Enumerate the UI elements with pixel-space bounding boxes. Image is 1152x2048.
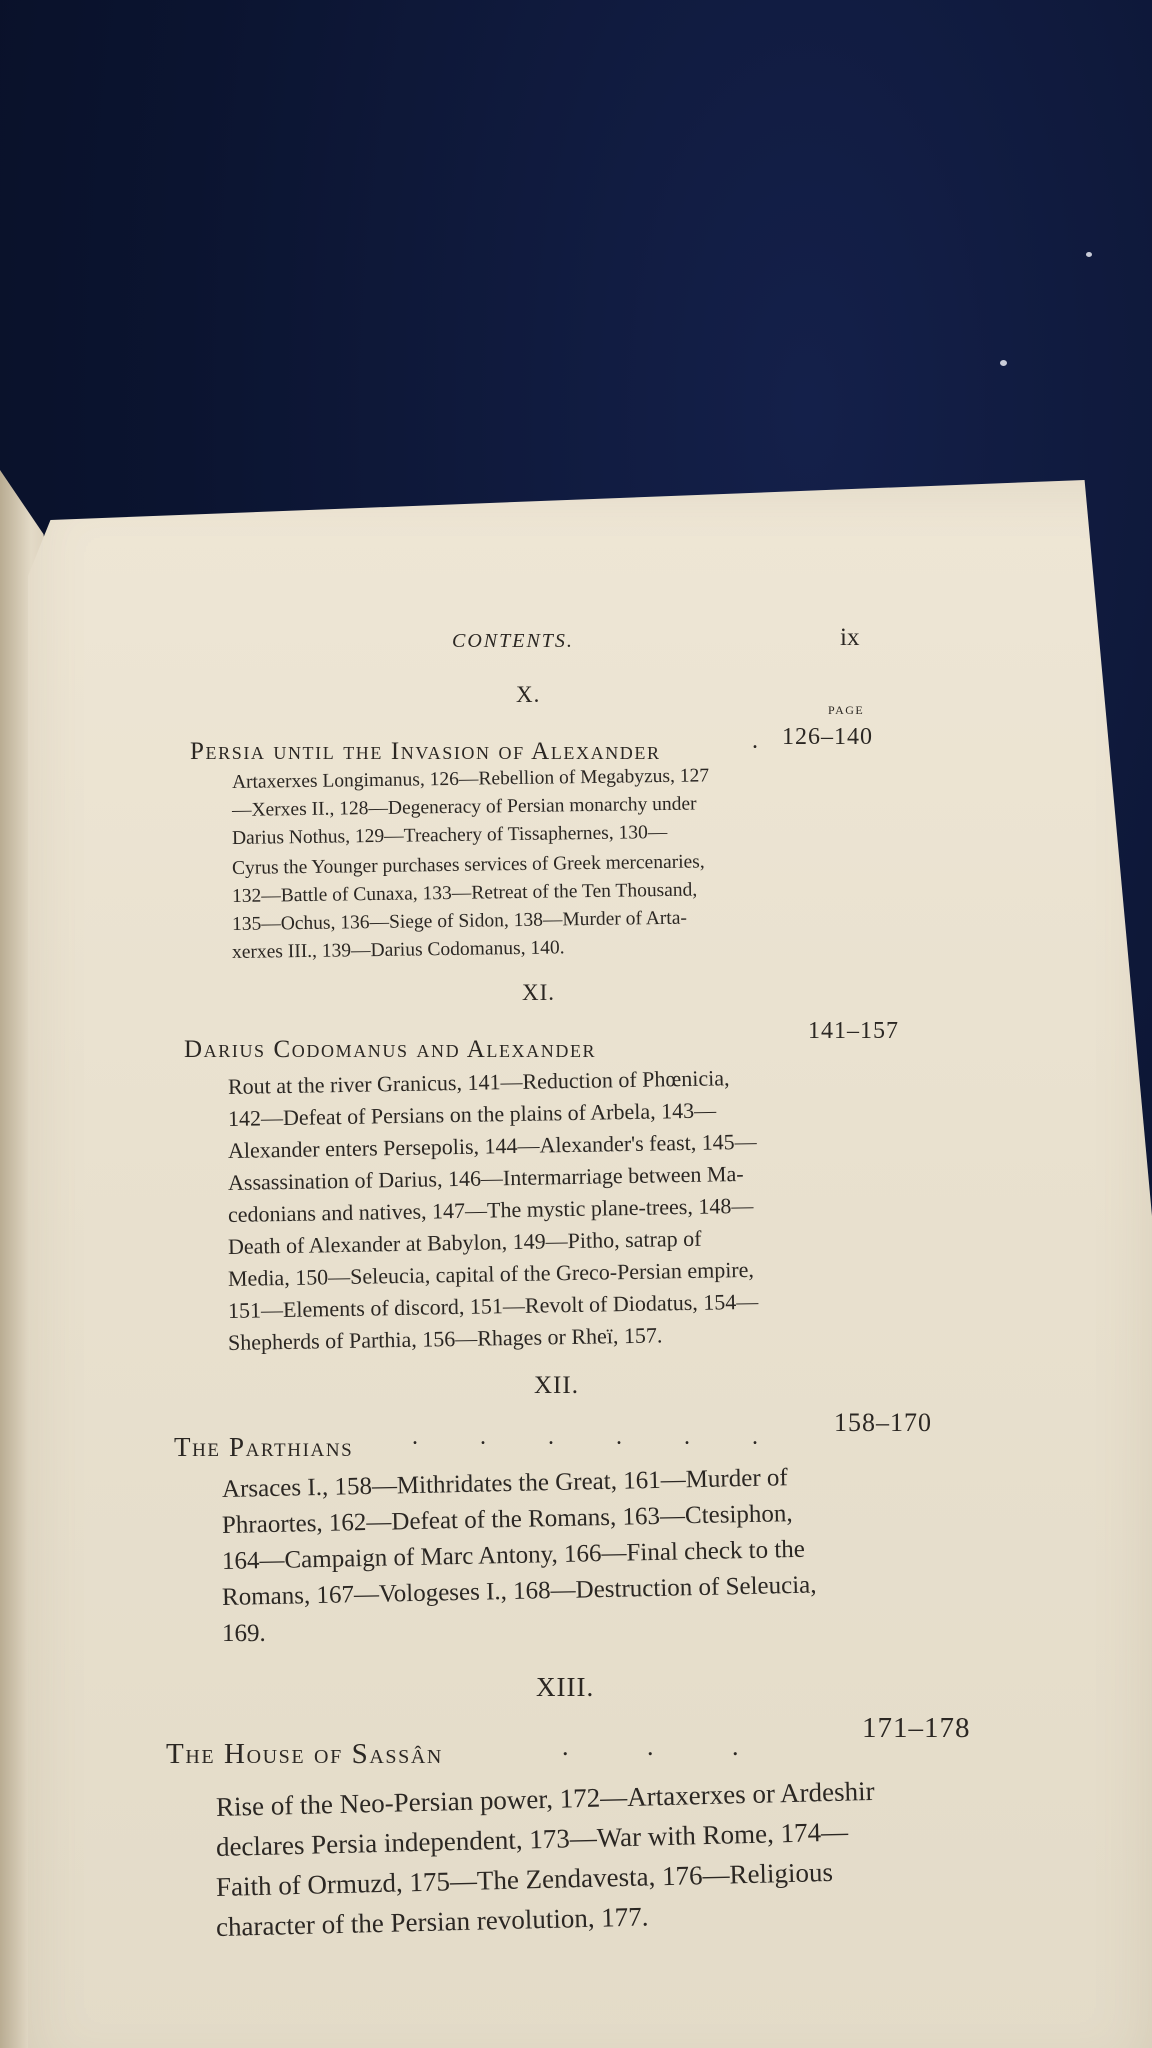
summary-line: declares Persia independent, 173—War with Rome, 174— <box>215 1816 849 1862</box>
running-title: CONTENTS. <box>452 630 574 652</box>
summary-line: Shepherds of Parthia, 156—Rhages or Rheï, 157. <box>227 1322 663 1355</box>
chapter-title: The Parthians <box>174 1432 354 1462</box>
chapter-leader: . . . . . . <box>412 1424 786 1450</box>
chapter-page-range: 126–140 <box>782 724 873 750</box>
page-column-label: PAGE <box>828 703 865 717</box>
chapter-numeral: XIII. <box>536 1672 595 1702</box>
summary-line: 135—Ochus, 136—Siege of Sidon, 138—Murder of Arta- <box>231 907 688 935</box>
summary-line: cedonians and natives, 147—The mystic plane-trees, 148— <box>227 1192 754 1227</box>
summary-line: Death of Alexander at Babylon, 149—Pitho, satrap of <box>227 1225 702 1259</box>
summary-line: Phraortes, 162—Defeat of the Romans, 163—Ctesiphon, <box>221 1500 793 1539</box>
summary-line: Arsaces I., 158—Mithridates the Great, 161—Murder of <box>221 1464 788 1503</box>
summary-line: 142—Defeat of Persians on the plains of Arbela, 143— <box>227 1097 717 1131</box>
chapter-title: Darius Codomanus and Alexander <box>184 1036 597 1063</box>
summary-line: 132—Battle of Cunaxa, 133—Retreat of the Ten Thousand, <box>231 879 698 907</box>
summary-line: Artaxerxes Longimanus, 126—Rebellion of Megabyzus, 127 <box>231 765 710 793</box>
summary-line: Media, 150—Seleucia, capital of the Greco-Persian empire, <box>227 1256 755 1291</box>
summary-line: Cyrus the Younger purchases services of Greek mercenaries, <box>231 851 705 879</box>
chapter-numeral: XII. <box>534 1372 579 1399</box>
summary-line: Romans, 167—Vologeses I., 168—Destruction of Seleucia, <box>221 1571 817 1611</box>
chapter-title: The House of Sassân <box>166 1738 443 1770</box>
summary-line: Rout at the river Granicus, 141—Reduction of Phœnicia, <box>227 1065 730 1099</box>
summary-line: 164—Campaign of Marc Antony, 166—Final check to the <box>221 1535 806 1575</box>
chapter-page-range: 158–170 <box>834 1408 932 1437</box>
chapter-page-range: 171–178 <box>862 1712 971 1744</box>
chapter-title: Persia until the Invasion of Alexander <box>190 738 661 765</box>
summary-line: Darius Nothus, 129—Treachery of Tissaphernes, 130— <box>231 821 668 849</box>
summary-line: —Xerxes II., 128—Degeneracy of Persian monarchy under <box>231 793 697 821</box>
summary-line: xerxes III., 139—Darius Codomanus, 140. <box>231 937 565 963</box>
chapter-leader: . . . <box>562 1732 775 1761</box>
summary-line: Assassination of Darius, 146—Intermarriage between Ma- <box>227 1161 744 1195</box>
page-number: ix <box>840 624 860 651</box>
chapter-page-range: 141–157 <box>808 1018 899 1044</box>
summary-line: 169. <box>222 1620 266 1647</box>
summary-line: Alexander enters Persepolis, 144—Alexander's feast, 145— <box>227 1128 757 1163</box>
chapter-leader: . <box>752 728 759 754</box>
summary-line: 151—Elements of discord, 151—Revolt of Diodatus, 154— <box>227 1288 759 1323</box>
summary-line: Rise of the Neo-Persian power, 172—Artaxerxes or Ardeshir <box>215 1775 875 1822</box>
chapter-numeral: XI. <box>522 980 556 1005</box>
summary-line: character of the Persian revolution, 177. <box>215 1901 649 1942</box>
summary-line: Faith of Ormuzd, 175—The Zendavesta, 176—Religious <box>215 1856 834 1902</box>
chapter-numeral: X. <box>516 682 541 707</box>
